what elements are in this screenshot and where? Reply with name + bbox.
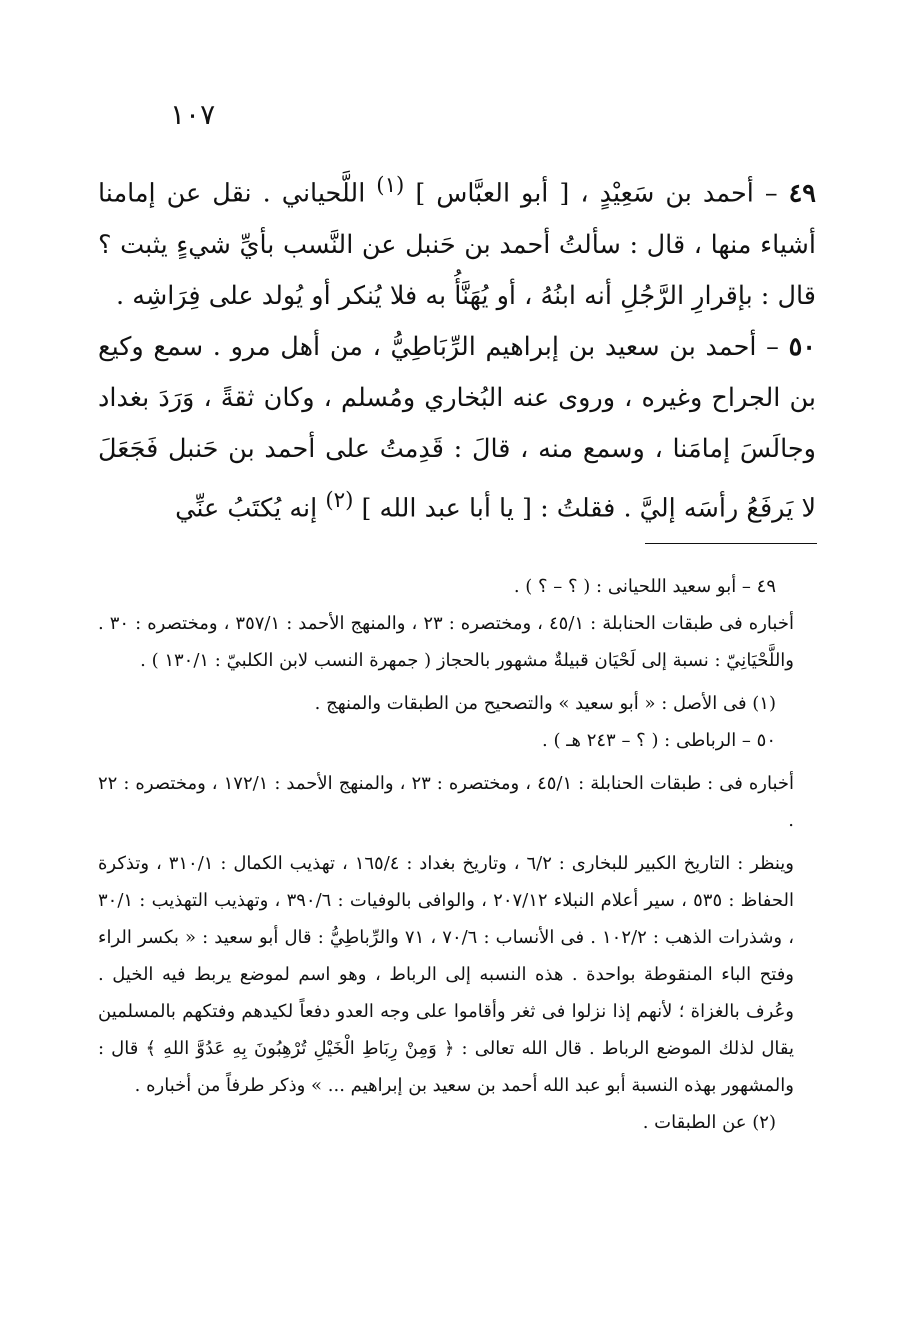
main-text (98, 160, 816, 534)
note-50-heading: ٥٠ – الرباطى : ( ؟ – ٢٤٣ هـ ) . (542, 730, 776, 751)
footnote-divider (645, 543, 817, 544)
footnotes (98, 568, 816, 1141)
footnote-1: (١) فى الأصل : « أبو سعيد » والتصحيح من الطبقات والمنهج . (314, 693, 776, 714)
note-49-body: أخباره فى طبقات الحنابلة : ٤٥/١ ، ومختصره : ٢٣ ، والمنهج الأحمد : ٣٥٧/١ ، ومختصره : ٣٠ . واللَّحْيَانِيّ : نسبة إلى لَحْيَان قبيلةٌ مشهور بالحجاز ( جمهرة النسب لابن الكلبيّ : ١٣٠/١ ) . (98, 613, 794, 671)
footnote-2: (٢) عن الطبقات . (642, 1112, 776, 1133)
entry-49: ٤٩ – أحمد بن سَعِيْدٍ ، [ أبو العبَّاس ] $^{(١)}$ اللَّحياني . نقل عن إمامنا أشياء منها ، قال : سألتُ أحمد بن حَنبل عن النَّسب بأيِّ شيءٍ يثبت ؟ قال : بإقرارِ الرَّجُلِ أنه ابنُهُ ، أو يُهَنَّأُ به فلا يُنكر أو يُولد على فِرَاشِه . (98, 173, 816, 311)
page-number: ١٠٧ (170, 98, 216, 131)
note-50-references: وينظر : التاريخ الكبير للبخارى : ٦/٢ ، وتاريخ بغداد : ١٦٥/٤ ، تهذيب الكمال : ٣١٠/١ ، وتذكرة الحفاظ : ٥٣٥ ، سير أعلام النبلاء ٢٠٧/١٢ ، والوافى بالوفيات : ٣٩٠/٦ ، وتهذيب التهذيب : ٣٠/١ ، وشذرات الذهب : ١٠٢/٢ . فى الأنساب : ٧٠/٦ ، ٧١ والرِّباطِيُّ : قال أبو سعيد : « بكسر الراء وفتح الباء المنقوطة بواحدة . هذه النسبه إلى الرباط ، وهو اسم لموضع يربط فيه الخيل . وعُرف بالغزاة ؛ لأنهم إذا نزلوا فى ثغر وأقاموا على وجه العدو دفعاً لكيدهم وفتكهم بالمسلمين يقال لذلك الموضع الرباط . قال الله تعالى : ﴿ وَمِنْ رِبَاطِ الْخَيْلِ تُرْهِبُونَ بِهِ عَدُوَّ اللهِ ﴾ قال : والمشهور بهذه النسبة أبو عبد الله أحمد بن سعيد بن إبراهيم ... » وذكر طرفاً من أخباره . (98, 853, 794, 1096)
note-50-body: أخباره فى : طبقات الحنابلة : ٤٥/١ ، ومختصره : ٢٣ ، والمنهج الأحمد : ١٧٢/١ ، ومختصره : ٢٢ . (98, 773, 795, 831)
note-49-heading: ٤٩ – أبو سعيد اللحيانى : ( ؟ – ؟ ) . (513, 576, 776, 597)
entry-50: ٥٠ – أحمد بن سعيد بن إبراهيم الرِّبَاطِيُّ ، من أهل مرو . سمع وكيع بن الجراح وغيره ، وروى عنه البُخاري ومُسلم ، وكان ثقةً ، وَرَدَ بغداد وجالَسَ إمامَنا ، وسمع منه ، قالَ : قَدِمتُ على أحمد بن حَنبل فَجَعَلَ لا يَرفَعُ رأسَه إليَّ . فقلتُ : [ يا أبا عبد الله ] $^{(٢)}$ إنه يُكتَبُ عنِّي (98, 331, 816, 523)
